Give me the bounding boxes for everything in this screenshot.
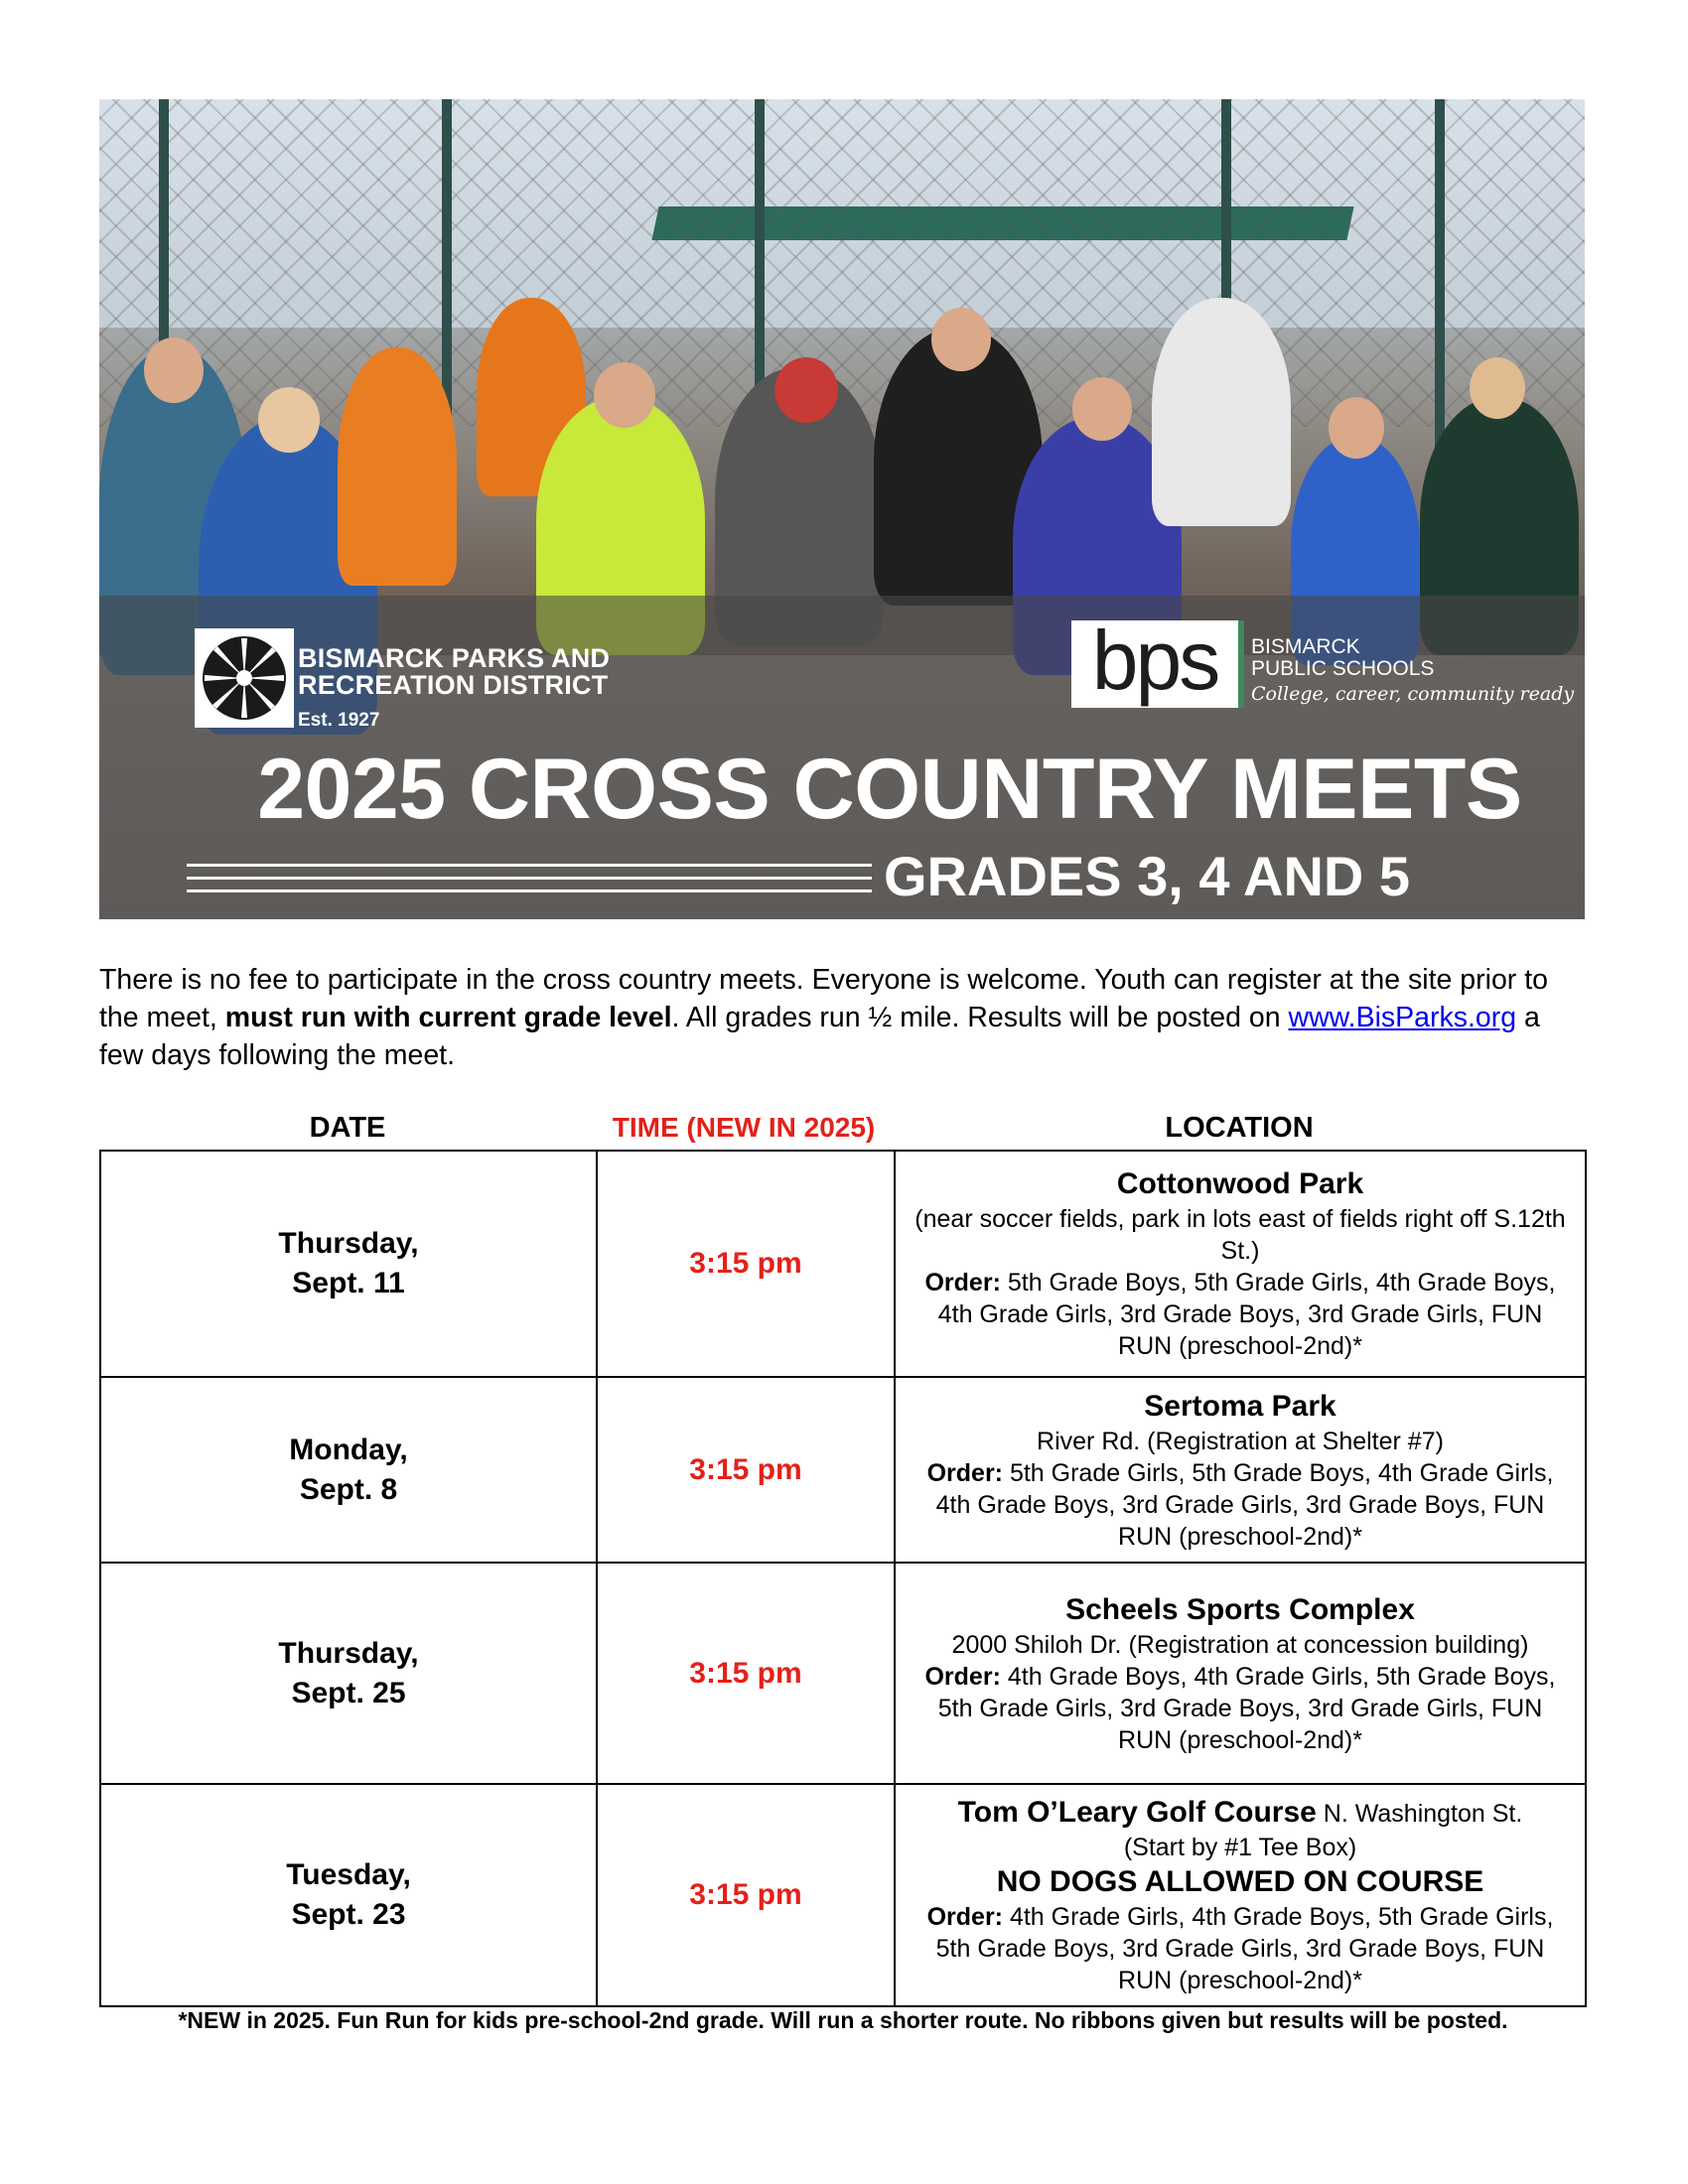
meet-location-cell <box>895 1784 1586 2006</box>
meet-time: 3:15 pm <box>597 1151 895 1377</box>
intro-text: There is no fee to participate in the cross country meets. Everyone is welcome. Youth can register at the site prior to the meet, <box>99 964 1548 1033</box>
bprd-name <box>298 645 610 699</box>
meet-date-cell <box>100 1151 597 1377</box>
order-label: Order: <box>926 1458 1003 1487</box>
website-link[interactable]: www.BisParks.org <box>1288 1002 1517 1033</box>
photo-spectator <box>1152 298 1291 526</box>
meet-day: Thursday, <box>278 1227 419 1260</box>
meet-time: 3:15 pm <box>597 1563 895 1784</box>
race-order <box>912 1661 1569 1756</box>
order-label: Order: <box>924 1662 1001 1691</box>
bprd-established: Est. 1927 <box>298 710 380 731</box>
meet-date-cell <box>100 1784 597 2006</box>
meet-date: Sept. 23 <box>291 1898 406 1931</box>
meet-day: Monday, <box>289 1433 408 1466</box>
order-text: 5th Grade Boys, 5th Grade Girls, 4th Grade Boys, 4th Grade Girls, 3rd Grade Boys, 3rd Grade Girls, FUN RUN (preschool-2nd)* <box>937 1269 1556 1360</box>
race-order <box>912 1457 1569 1553</box>
photo-head <box>258 387 320 453</box>
location-name: Tom O’Leary Golf Course <box>957 1796 1317 1829</box>
location-street: N. Washington St. <box>1316 1800 1523 1828</box>
column-header-location: LOCATION <box>1165 1112 1314 1144</box>
meet-day: Thursday, <box>278 1636 419 1670</box>
meet-date: Sept. 25 <box>291 1676 406 1709</box>
photo-head <box>594 362 655 428</box>
bps-logo <box>1071 614 1238 708</box>
meet-location-cell <box>895 1151 1586 1377</box>
table-row <box>100 1784 1586 2006</box>
location-name: Cottonwood Park <box>1116 1167 1364 1200</box>
bps-name-line2: PUBLIC SCHOOLS <box>1251 657 1435 680</box>
location-details: 2000 Shiloh Dr. (Registration at concession building) <box>951 1630 1529 1659</box>
order-text: 4th Grade Girls, 4th Grade Boys, 5th Grade Girls, 5th Grade Boys, 3rd Grade Girls, 3rd Grade Boys, FUN RUN (preschool-2nd)* <box>935 1903 1554 1994</box>
order-label: Order: <box>926 1903 1003 1931</box>
order-text: 5th Grade Girls, 5th Grade Boys, 4th Grade Girls, 4th Grade Boys, 3rd Grade Girls, 3rd Grade Boys, FUN RUN (preschool-2nd)* <box>935 1458 1554 1551</box>
meet-time: 3:15 pm <box>597 1377 895 1563</box>
decorative-rules <box>187 864 872 902</box>
photo-head <box>1072 377 1132 441</box>
column-header-date: DATE <box>309 1112 386 1144</box>
location-name: Sertoma Park <box>1144 1389 1336 1423</box>
meet-date-cell <box>100 1563 597 1784</box>
photo-head <box>774 357 838 423</box>
intro-paragraph <box>99 961 1589 1074</box>
order-label: Order: <box>924 1269 1001 1297</box>
photo-fence <box>99 99 1585 427</box>
photo-head <box>1470 357 1525 419</box>
bps-logo-letters: bps <box>1091 614 1218 707</box>
order-text: 4th Grade Boys, 4th Grade Girls, 5th Grade Boys, 5th Grade Girls, 3rd Grade Boys, 3rd Grade Girls, FUN RUN (preschool-2nd)* <box>937 1662 1556 1754</box>
bprd-name-line2: RECREATION DISTRICT <box>298 670 609 700</box>
location-details: River Rd. (Registration at Shelter #7) <box>1037 1427 1444 1455</box>
location-details: (Start by #1 Tee Box) <box>1123 1834 1357 1861</box>
photo-head <box>1329 397 1384 459</box>
schedule-table <box>99 1150 1587 2007</box>
footnote: *NEW in 2025. Fun Run for kids pre-school-2nd grade. Will run a shorter route. No ribbons given but results will be posted. <box>178 2007 1508 2033</box>
location-name: Scheels Sports Complex <box>1065 1592 1415 1626</box>
table-row <box>100 1563 1586 1784</box>
meet-date: Sept. 8 <box>299 1472 398 1506</box>
table-row <box>100 1377 1586 1563</box>
meet-date-cell <box>100 1377 597 1563</box>
bprd-logo <box>195 628 294 728</box>
bps-logo-stripe <box>1238 620 1244 708</box>
bps-tagline: College, career, community ready <box>1251 683 1575 705</box>
bprd-name-line1: BISMARCK PARKS AND <box>298 643 611 673</box>
meet-location-cell <box>895 1563 1586 1784</box>
location-details: (near soccer fields, park in lots east of fields right off S.12th St.) <box>914 1205 1566 1265</box>
race-order <box>912 1901 1569 1996</box>
pinwheel-icon <box>195 628 294 728</box>
intro-emphasis: must run with current grade level <box>224 1002 672 1033</box>
meet-day: Tuesday, <box>286 1858 411 1891</box>
meet-date: Sept. 11 <box>292 1267 405 1299</box>
hero-photo <box>99 99 1585 919</box>
meet-time: 3:15 pm <box>597 1784 895 2006</box>
photo-pole <box>755 99 765 397</box>
intro-text: a few days following the meet. <box>99 1002 1540 1071</box>
intro-text: . All grades run ½ mile. Results will be posted on <box>671 1002 1289 1033</box>
bps-name-line1: BISMARCK <box>1251 635 1360 658</box>
bps-name <box>1251 636 1434 680</box>
table-row <box>100 1151 1586 1377</box>
location-warning: NO DOGS ALLOWED ON COURSE <box>996 1865 1484 1898</box>
page-title: 2025 CROSS COUNTRY MEETS <box>257 742 1522 837</box>
photo-head <box>931 308 991 371</box>
photo-head <box>144 338 204 403</box>
photo-runner <box>338 347 457 586</box>
race-order <box>912 1267 1569 1362</box>
column-header-time: TIME (NEW IN 2025) <box>612 1112 876 1143</box>
page-subtitle: GRADES 3, 4 AND 5 <box>884 845 1411 907</box>
meet-location-cell <box>895 1377 1586 1563</box>
